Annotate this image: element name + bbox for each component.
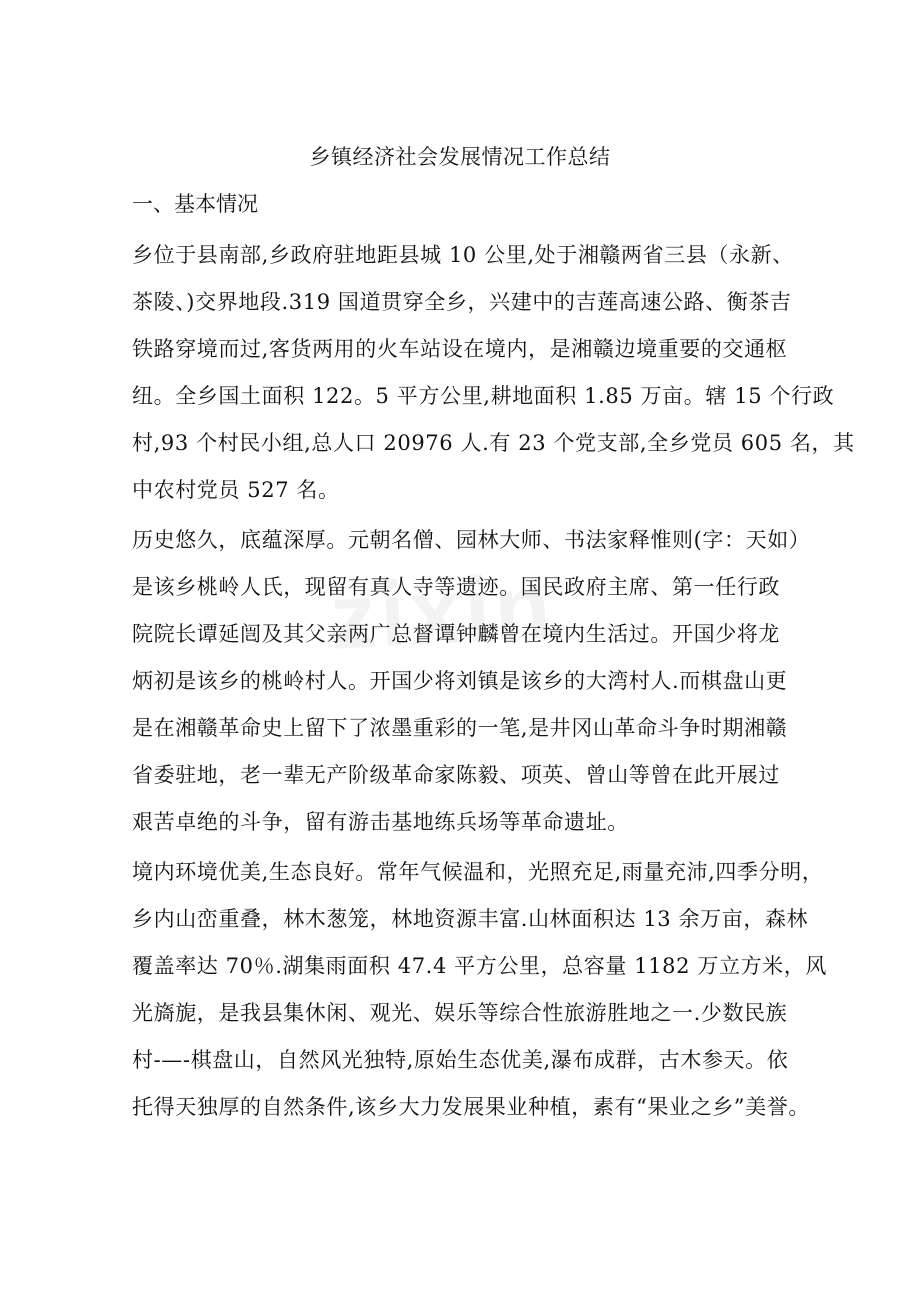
body-line: 省委驻地，老一辈无产阶级革命家陈毅、项英、曾山等曾在此开展过 <box>132 763 780 787</box>
body-line: 光旖旎，是我县集休闲、观光、娱乐等综合性旅游胜地之一.少数民族 <box>132 1001 788 1025</box>
body-line: 境内环境优美,生态良好。常年气候温和，光照充足,雨量充沛,四季分明， <box>132 860 824 884</box>
body-line: 乡位于县南部,乡政府驻地距县城 10 公里,处于湘赣两省三县（永新、 <box>132 243 794 267</box>
body-line: 是该乡桃岭人氏，现留有真人寺等遗迹。国民政府主席、第一任行政 <box>132 575 780 599</box>
body-line: 历史悠久，底蕴深厚。元朝名僧、园林大师、书法家释惟则(字：天如） <box>132 528 811 552</box>
body-line: 是在湘赣革命史上留下了浓墨重彩的一笔,是井冈山革命斗争时期湘赣 <box>132 716 788 740</box>
body-line: 院院长谭延闿及其父亲两广总督谭钟麟曾在境内生活过。开国少将龙 <box>132 622 780 646</box>
body-line: 纽。全乡国土面积 122。5 平方公里,耕地面积 1.85 万亩。辖 15 个行政 <box>132 384 835 408</box>
body-line: 覆盖率达 70％.湖集雨面积 47.4 平方公里，总容量 1182 万立方米，风 <box>132 954 827 978</box>
body-line: 艰苦卓绝的斗争，留有游击基地练兵场等革命遗址。 <box>132 810 629 834</box>
body-line: 托得天独厚的自然条件,该乡大力发展果业种植，素有“果业之乡”美誉。 <box>132 1095 810 1119</box>
body-line: 村,93 个村民小组,总人口 20976 人.有 23 个党支部,全乡党员 605 名，其 <box>132 431 855 455</box>
body-line: 中农村党员 527 名。 <box>132 478 340 502</box>
body-line: 铁路穿境而过,客货两用的火车站设在境内，是湘赣边境重要的交通枢 <box>132 337 788 361</box>
body-line: 炳初是该乡的桃岭村人。开国少将刘镇是该乡的大湾村人.而棋盘山更 <box>132 669 788 693</box>
body-line: 茶陵、)交界地段.319 国道贯穿全乡，兴建中的吉莲高速公路、衡茶吉 <box>132 290 792 314</box>
body-line: 乡内山峦重叠，林木葱笼，林地资源丰富.山林面积达 13 余万亩，森林 <box>132 907 809 931</box>
document-title: 乡镇经济社会发展情况工作总结 <box>309 145 611 169</box>
section-heading: 一、基本情况 <box>132 192 258 216</box>
body-line: 村-—-棋盘山，自然风光独特,原始生态优美,瀑布成群，古木参天。依 <box>132 1048 789 1072</box>
